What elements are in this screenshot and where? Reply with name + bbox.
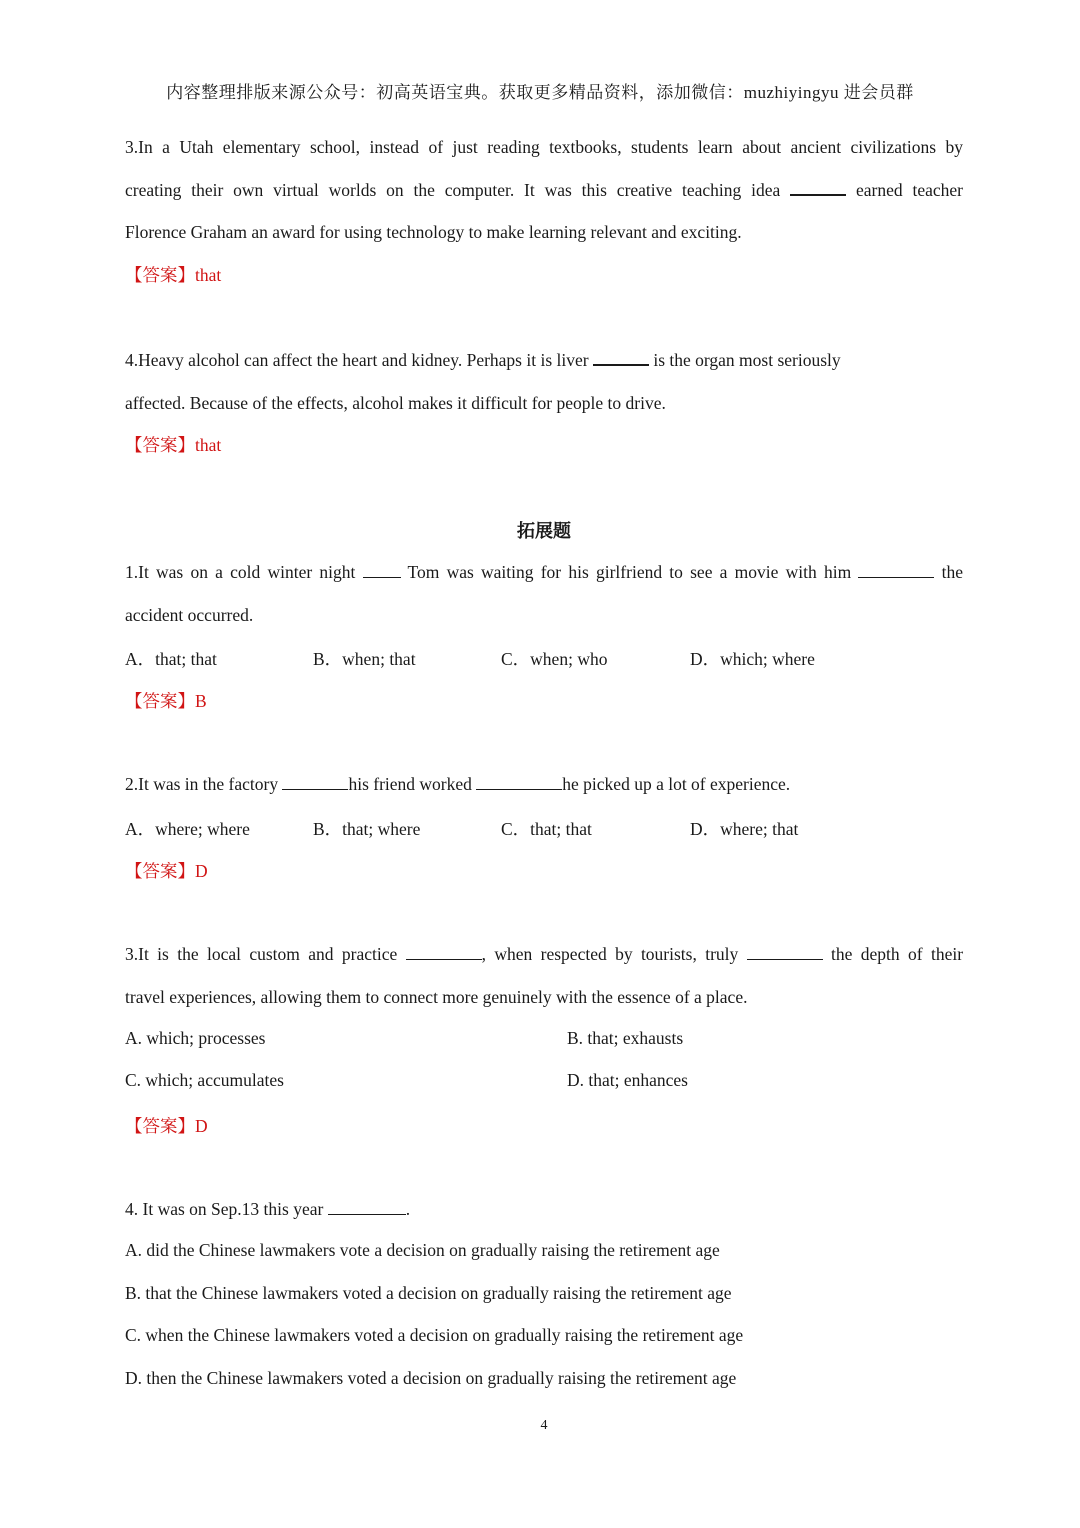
option-d: D. then the Chinese lawmakers voted a decision on gradually raising the retirement age — [125, 1368, 737, 1388]
answer-line: 【答案】that — [125, 264, 222, 285]
option-d: D．which; where — [690, 649, 815, 669]
option-c: C. when the Chinese lawmakers voted a decision on gradually raising the retirement age — [125, 1325, 744, 1345]
answer-blank — [328, 1198, 406, 1215]
option-c: C．when; who — [501, 649, 608, 669]
question-4-line-2: affected. Because of the effects, alcohol makes it difficult for people to drive. — [125, 392, 666, 413]
page-number: 4 — [540, 1418, 548, 1433]
answer-blank — [476, 773, 562, 790]
extension-question-4: 4. It was on Sep.13 this year . — [125, 1199, 411, 1219]
extension-question-3 — [125, 933, 963, 1018]
answer-blank — [282, 773, 348, 790]
answer-line: 【答案】D — [125, 1116, 208, 1136]
answer-blank — [747, 943, 823, 960]
extension-question-1 — [125, 551, 963, 636]
answer-blank — [593, 348, 649, 366]
option-a: A．where; where — [125, 819, 250, 839]
option-b: B．that; where — [313, 819, 421, 839]
option-b: B. that; exhausts — [567, 1028, 684, 1048]
section-title: 拓展题 — [517, 521, 571, 541]
option-c: C. which; accumulates — [125, 1070, 284, 1090]
extension-question-2: 2.It was in the factory his friend worked he picked up a lot of experience. — [125, 774, 791, 794]
option-b: B. that the Chinese lawmakers voted a decision on gradually raising the retirement age — [125, 1283, 732, 1303]
option-d: D．where; that — [690, 819, 799, 839]
answer-blank — [790, 178, 846, 196]
option-a: A. which; processes — [125, 1028, 266, 1048]
answer-line: 【答案】D — [125, 861, 208, 881]
answer-blank — [406, 943, 482, 960]
option-a: A．that; that — [125, 649, 217, 669]
question-line-1: 1.It was on a cold winter night Tom was waiting for his girlfriend to see a movie with him the — [125, 562, 964, 582]
question-3-fill — [125, 126, 963, 296]
question-line-2: travel experiences, allowing them to connect more genuinely with the essence of a place. — [125, 986, 748, 1007]
option-d: D. that; enhances — [567, 1070, 688, 1090]
answer-line: 【答案】that — [125, 435, 222, 455]
question-line-1: 3.It is the local custom and practice , when respected by tourists, truly the depth of their — [125, 944, 964, 964]
answer-blank — [363, 561, 401, 578]
option-a: A. did the Chinese lawmakers vote a decision on gradually raising the retirement age — [125, 1240, 720, 1260]
option-b: B．when; that — [313, 649, 416, 669]
answer-blank — [858, 561, 934, 578]
question-3-line-3: Florence Graham an award for using technology to make learning relevant and exciting. — [125, 222, 742, 242]
question-3-line-1: 3.In a Utah elementary school, instead of just reading textbooks, students learn about ancient civilizations by — [125, 137, 963, 157]
question-line-2: accident occurred. — [125, 604, 254, 625]
question-4-line-1: 4.Heavy alcohol can affect the heart and kidney. Perhaps it is liver is the organ most seriously — [125, 350, 841, 370]
question-3-line-2: creating their own virtual worlds on the computer. It was this creative teaching idea earned teacher — [125, 179, 964, 200]
question-4-fill — [125, 339, 963, 467]
page-header: 内容整理排版来源公众号：初高英语宝典。获取更多精品资料，添加微信：muzhiyingyu 进会员群 — [166, 83, 914, 102]
answer-line: 【答案】B — [125, 691, 207, 711]
option-c: C．that; that — [501, 819, 592, 839]
